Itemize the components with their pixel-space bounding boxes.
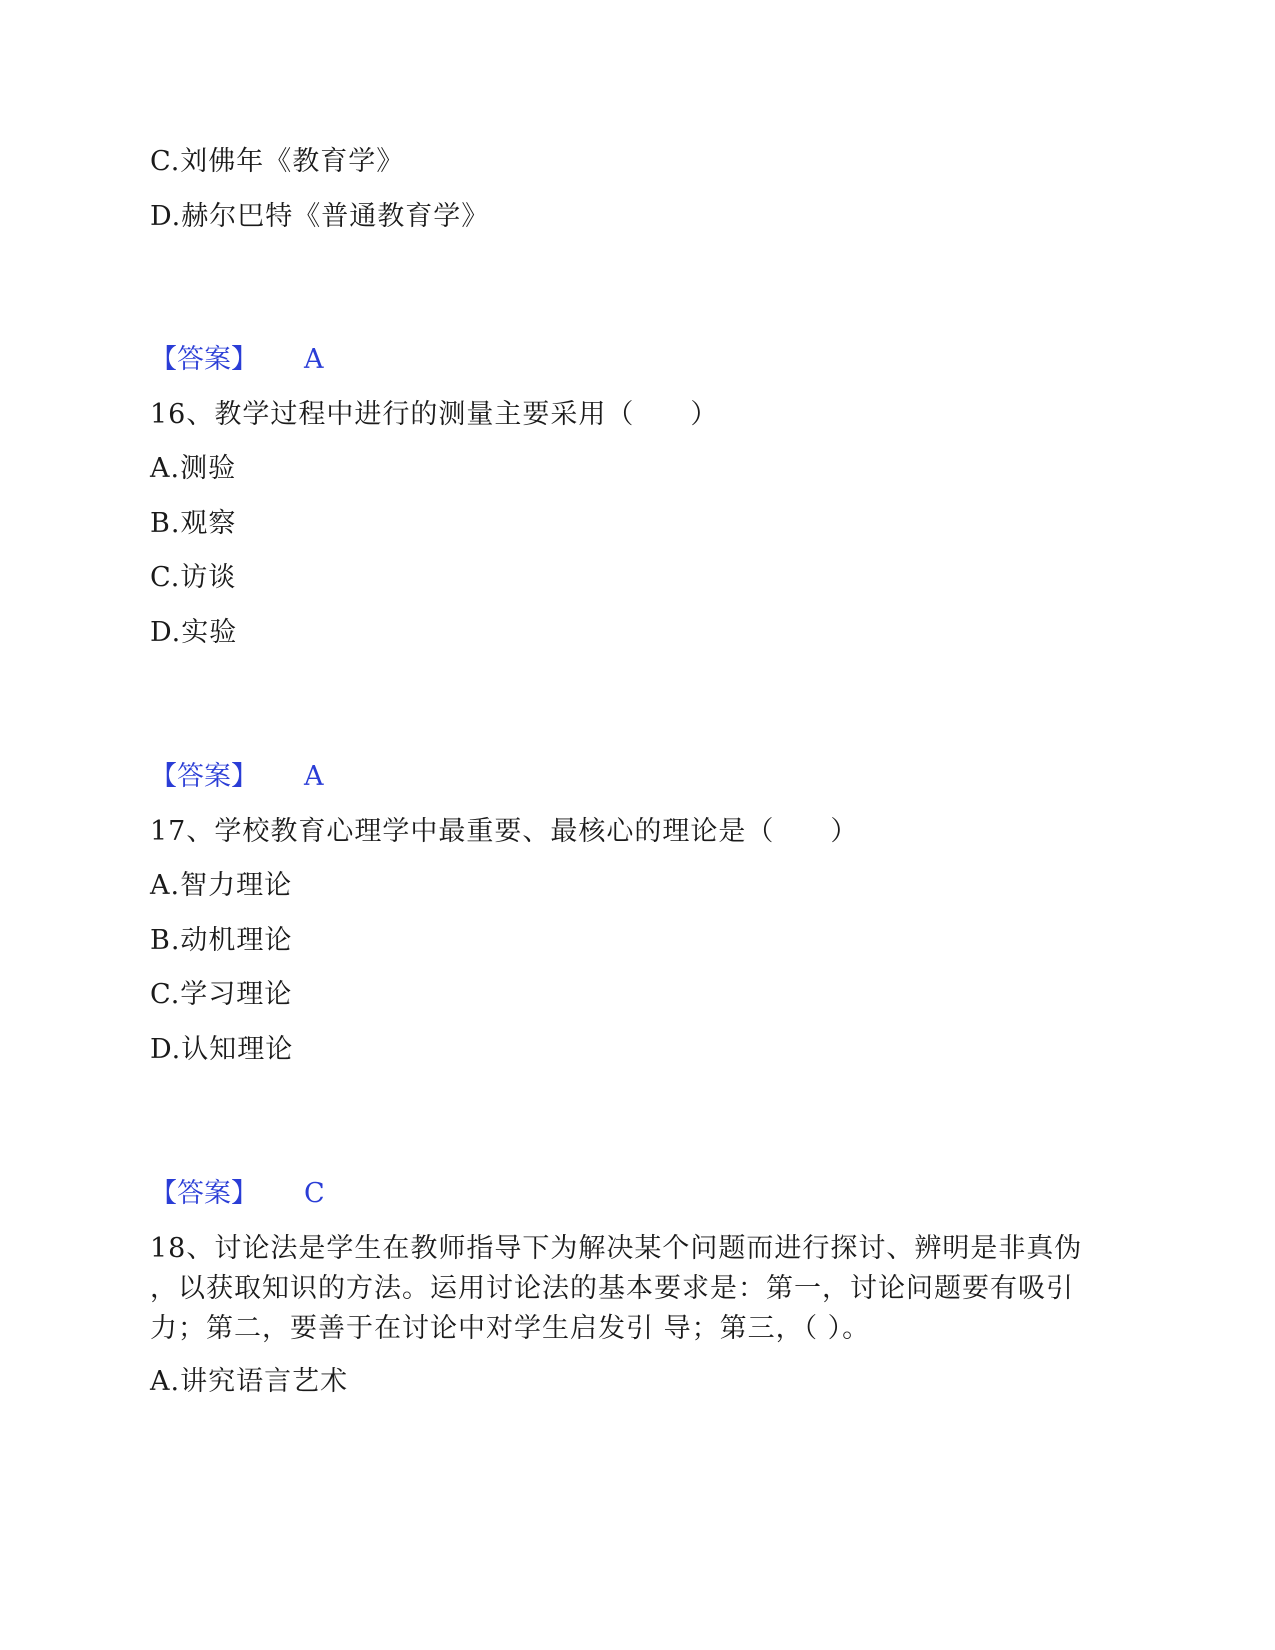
answer-value: A: [304, 761, 324, 792]
answer-label: 【答案】: [150, 1178, 258, 1209]
q16-option-d: D.实验: [150, 617, 238, 648]
answer-label: 【答案】: [150, 761, 258, 792]
q17-option-c: C.学习理论: [150, 979, 293, 1010]
q17-option-d: D.认知理论: [150, 1034, 294, 1065]
q15-answer: [150, 343, 324, 377]
answer-label: 【答案】: [150, 344, 258, 375]
answer-value: C: [304, 1178, 325, 1209]
q17-option-b: B.动机理论: [150, 925, 293, 956]
q16-question: 16、教学过程中进行的测量主要采用（ ）: [150, 399, 719, 430]
answer-value: A: [304, 344, 324, 375]
q18-question-line-2: ，以获取知识的方法。运用讨论法的基本要求是：第一，讨论问题要有吸引: [150, 1273, 1074, 1304]
q17-option-a: A.智力理论: [150, 870, 293, 901]
q15-option-c: C.刘佛年《教育学》: [150, 146, 405, 177]
q16-option-c: C.访谈: [150, 562, 237, 593]
q16-option-b: B.观察: [150, 508, 237, 539]
q18-option-a: A.讲究语言艺术: [150, 1366, 349, 1397]
q18-question-line-3: 力；第二，要善于在讨论中对学生启发引 导；第三，（ ）。: [150, 1313, 871, 1344]
q15-option-d: D.赫尔巴特《普通教育学》: [150, 201, 490, 232]
q18-question-line-1: 18、讨论法是学生在教师指导下为解决某个问题而进行探讨、辨明是非真伪: [150, 1233, 1083, 1264]
q17-answer: [150, 1177, 325, 1211]
q16-answer: [150, 760, 324, 794]
q17-question: 17、学校教育心理学中最重要、最核心的理论是（ ）: [150, 816, 859, 847]
q16-option-a: A.测验: [150, 453, 237, 484]
